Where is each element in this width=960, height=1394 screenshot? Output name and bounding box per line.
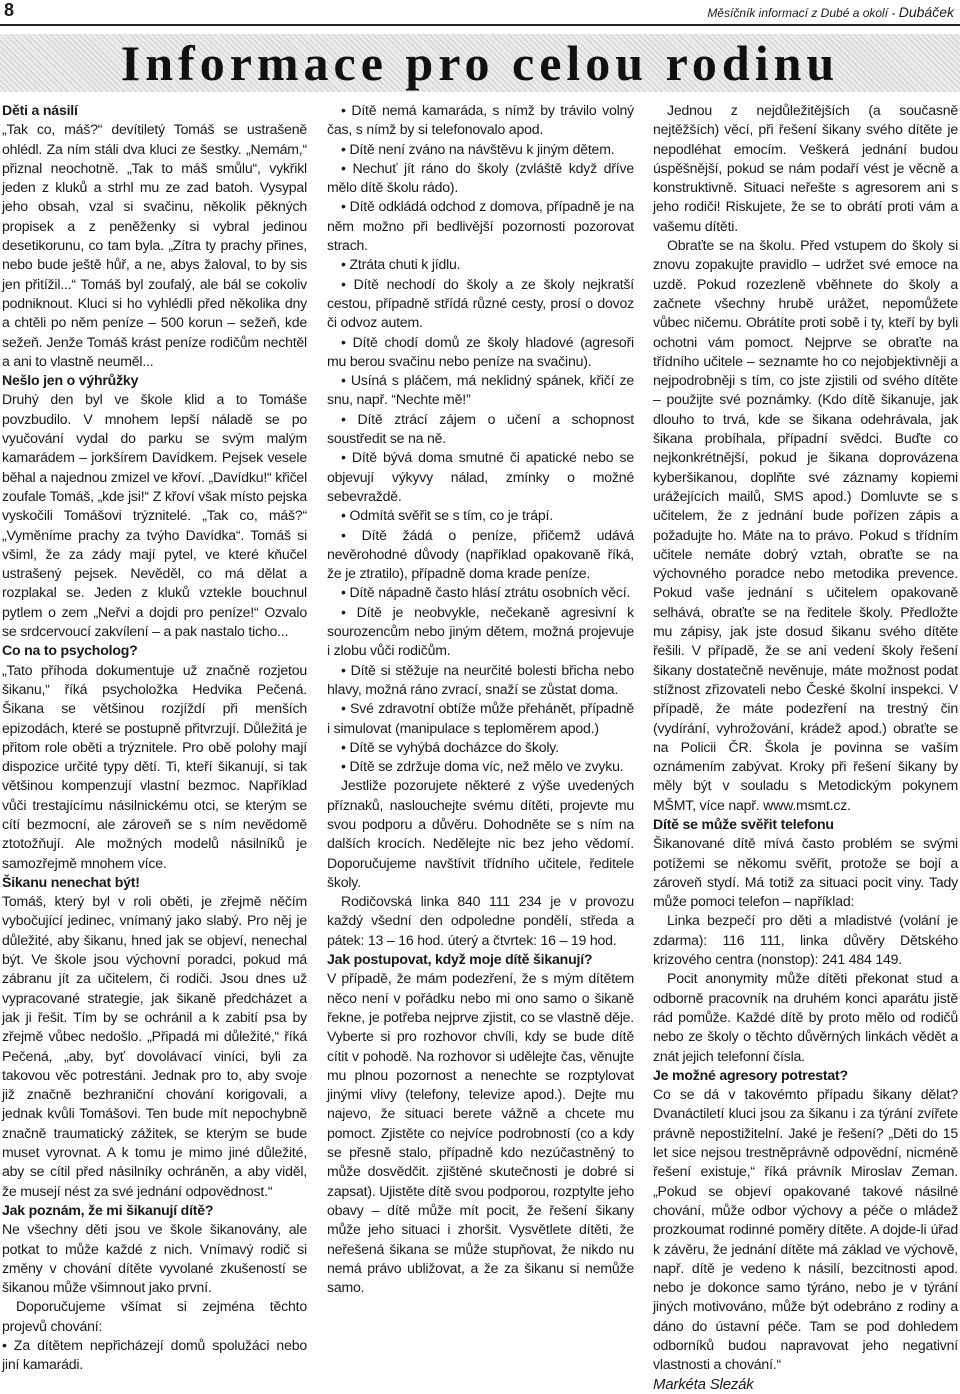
heading-jak-postupovat: Jak postupovat, když moje dítě šikanují?	[327, 951, 593, 968]
bullet-item: • Dítě se zdržuje doma víc, než mělo ve zvyku.	[341, 758, 624, 775]
bullet-item: • Dítě nápadně často hlásí ztrátu osobních věcí.	[341, 584, 631, 601]
column-3	[653, 101, 958, 1394]
bullet-item: • Své zdravotní obtíže může přehánět, případně i simulovat (manipulace s teploměrem apod.)	[327, 700, 634, 736]
paragraph: Pocit anonymity může dítěti překonat stud a odborně pracovník na druhém konci aparátu jistě rád pomůže. Každé dítě by proto mělo od rodičů nebo ze školy o těchto důvěrných linkách vědět a znát jejich telefonní čísla.	[653, 970, 958, 1064]
bullet-item: • Dítě žádá o peníze, přičemž udává nevěrohodné důvody (například opakovaně říká, že je ztratilo), případně doma krade peníze.	[327, 526, 634, 582]
paragraph: Jestliže pozorujete některé z výše uvedených příznaků, naslouchejte svému dítěti, projevte mu svou podporu a důvěru. Dohodněte se s ním na dalších krocích. Nedělejte nic bez jeho vědomí. Doporučujeme navštívit třídního učitele, ředitele školy.	[327, 777, 634, 890]
magazine-name: Měsíčník informací z Dubé a okolí - Dubáček	[707, 4, 954, 20]
bullet-item: • Za dítětem nepřicházejí domů spolužáci nebo jiní kamarádi.	[2, 1337, 307, 1373]
bullet-item: • Dítě nechodí do školy a ze školy nejkratší cestou, případně střídá různé cesty, prosí o dovoz či odvoz autem.	[327, 275, 634, 331]
heading-dite-se-muze-sverit: Dítě se může svěřit telefonu	[653, 815, 834, 832]
bullet-item: • Dítě není zváno na návštěvu k jiným dětem.	[341, 140, 615, 157]
author-signature: Markéta Slezák	[653, 1375, 754, 1393]
bullet-item: • Nechuť jít ráno do školy (zvláště když dříve mělo dítě školu rádo).	[327, 159, 634, 196]
paragraph: Šikanované dítě mívá často problém se svými potížemi se někomu svěřit, protože se bojí a zároveň stydí. Má totiž za situaci pocit viny. Tady může pomoci telefon – například:	[653, 835, 958, 910]
page-header	[0, 0, 960, 24]
paragraph: Jednou z nejdůležitějších (a současně nejtěžších) věcí, při řešení šikany svého dítěte je nepodléhat emocím. Veškerá jednání budou úspěšnější, pokud se nám podaří vést je věcně a konstruktivně. Situaci neřešte s agresorem ani s jeho rodiči! Riskujete, že se to obrátí proti vám a vašemu dítěti.	[653, 102, 958, 234]
paragraph: Tomáš, který byl v roli oběti, je zřejmě něčím vybočující jedinec, vnímaný jako slabý. Pro něj je důležité, aby šikanu, hned jak se objeví, nenechal být. Ve škole jsou výchovní poradci, pokud má zábranu jít za učitelem, či rodiči. Jsou dnes už vypracované strategie, jak šikaně předcházet a jak ji řešit. Tím by se ochránil a k zabití psa by zřejmě vůbec nedošlo. „Připadá mi důležité,“ říká Pečená, „aby, byť dovolávací viníci, byli za takovou věc potrestáni. Jednak pro to, aby svoje již značně bezhraniční chování korigovali, a jednak kvůli Tomášovi. Ten bude mít nepochybně značně traumatický zážitek, se kterým se bude muset vyrovnat. A k tomu je mimo jiné důležité, aby se cítil před násilníky ochráněn, a aby viděl, že musejí nést za své jednání odpovědnost.“	[2, 893, 307, 1199]
column-2	[327, 101, 634, 1297]
bullet-item: • Dítě odkládá odchod z domova, případně je na něm možno při bedlivější pozornosti pozorovat strach.	[327, 198, 634, 254]
bullet-item: • Dítě bývá doma smutné či apatické nebo se objevují výkyvy nálad, zmínky o možné sebevraždě.	[327, 449, 634, 504]
heading-je-mozne-agresory-potrestat: Je možné agresory potrestat?	[653, 1066, 848, 1083]
heading-sikanu-nenechat-byt: Šikanu nenechat být!	[2, 873, 140, 890]
column-1	[2, 101, 307, 1375]
bullet-item: • Dítě chodí domů ze školy hladové (agresoři mu berou svačinu nebo peníze na svačinu).	[327, 333, 634, 369]
page-title: Informace pro celou rodinu	[120, 35, 840, 91]
bullet-item: • Dítě se vyhýbá docházce do školy.	[341, 738, 559, 755]
paragraph: Co se dá v takovémto případu šikany dělat? Dvanáctiletí kluci jsou za šikanu i za týrání zvířete právně nepostižitelní. Jaké je řešení? „Děti do 15 let sice nejsou trestněprávně odpovědní, nicméně řešení existuje,“ říká právník Miroslav Zeman. „Pokud se objeví opakované takové násilné chování, může odbor výchovy a péče o mládež prozkoumat rodinné poměry dítěte. A dojde-li úřad k závěru, že jednání dítěte má základ ve výchově, např. dítě je vedeno k násilí, bezcitnosti apod. nebo je dokonce samo týráno, nebo je v týrání jiných motivováno, může být odebráno z rodiny a dáno do ústavní péče. Tam se pod dohledem odborníků budou napravovat jeho negativní vlastnosti a chování.“	[653, 1086, 958, 1373]
header-rule	[0, 24, 960, 26]
paragraph: Obraťte se na školu. Před vstupem do školy si znovu zopakujte pravidlo – udržet své emoce na uzdě. Pokud rozezleně vběhnete do školy a začnete všechny hrubě urážet, nepomůžete vůbec ničemu. Obrátíte proti sobě i ty, kteří by byli ochotni vám pomoct. Nejprve se obraťte na třídního učitele – seznamte ho co nejobjektivněji a nejpodrobněji s tím, co jste zjistili od svého dítěte – použijte své poznámky. (Kdo dítě šikanuje, jak dlouho to trvá, kde se šikana odehrávala, jak šikana probíhala, případní svědci. Buďte co nejkonkrétnější, pokud je šikana doprovázena kyberšikanou, doplňte své záznamy kopiemi urážejících mailů, SMS apod.) Domluvte se s učitelem, že z jednání bude pořízen zápis a požadujte ho. Máte na to právo. Pokud s třídním učitele nemáte dobrý vztah, obraťte se na výchovného poradce nebo metodika prevence. Pokud vaše jednání s učitelem opakovaně selhává, obraťte se na ředitele školy. Předložte mu zápisy, jak jste dosud šikanu svého dítěte řešili. V případě, že se ani vedení školy řešení šikany dostatečně nevěnuje, máte možnost podat stížnost zřizovateli nebo České školní inspekci. V případě, že máte podezření na trestný čin (vydírání, vyhrožování, krádež apod.) obraťte se na Policii ČR. Škola je povinna se vaším oznámením zabývat. Kroky při řešení šikany by měly být v souladu s Metodickým pokynem MŠMT, více např. www.msmt.cz.	[653, 237, 958, 813]
bullet-item: • Usíná s pláčem, má neklidný spánek, křičí ze snu, např. “Nechte mě!”	[327, 372, 634, 408]
bullet-item: • Ztráta chuti k jídlu.	[341, 256, 461, 273]
paragraph: „Tak co, máš?“ devítiletý Tomáš se ustrašeně ohlédl. Za ním stáli dva kluci ze šestky. „Nemám,“ přiznal neochotně. „Tak to máš smůlu“, vykřikl jeden z kluků a strhl mu ze zad batoh. Vysypal jeho obsah, vzal si svačinu, několik pěkných propisek a z peněženky si vybral jedinou desetikorunu, co tam byla. „Zítra ty prachy přines, nebo bude ještě hůř, a ne, abys žaloval, to by sis jen přitížil...“ Tomáš byl zoufalý, ale bál se cokoliv podniknout. Kluci si ho vyhlédli před několika dny a chtěli po něm peníze – 500 korun – sežeň, kde sežeň. Jenže Tomáš krást peníze rodičům nechtěl a ani to vlastně neuměl...	[2, 121, 307, 369]
bullet-item: • Dítě ztrácí zájem o učení a schopnost soustředit se na ně.	[327, 410, 634, 447]
paragraph: Rodičovská linka 840 111 234 je v provozu každý všední den odpoledne pondělí, středa a pátek: 13 – 16 hod. úterý a čtvrtek: 16 – 19 hod.	[327, 893, 634, 948]
paragraph: Ne všechny děti jsou ve škole šikanovány, ale potkat to může každé z nich. Vnímavý rodič si změny v chování dítěte vyvolané zkušeností se šikanou může všimnout jako první.	[2, 1221, 307, 1296]
paragraph: Druhý den byl ve škole klid a to Tomáše povzbudilo. V mnohem lepší náladě se po vyučování vydal do parku se svým malým kamarádem – jorkšírem Davídkem. Pejsek vesele běhal a najednou zmizel ve křoví. „Davídku!“ křičel zoufale Tomáš, „kde jsi!“ Z křoví však místo pejska vyskočili Tomášovi trýznitelé. „Tak co, máš?“ „Vyměníme prachy za tvýho Davídka“. Tomáš si všiml, že za zády mají pytel, ve které kňučel ustrašený pejsek. Nevěděl, co má dělat a rozplakal se. Jeden z kluků vztekle bouchnul pytlem o zem „Neřvi a dojdi pro peníze!“ Ozvalo se srdcervoucí zakvílení – a pak nastalo ticho...	[2, 391, 307, 640]
heading-jak-poznam: Jak poznám, že mi šikanují dítě?	[2, 1201, 214, 1218]
heading-deti-a-nasili: Děti a násilí	[2, 102, 78, 118]
paragraph: Linka bezpečí pro děti a mladistvé (volání je zdarma): 116 111, linka důvěry Dětského krizového centra (nonstop): 241 484 149.	[653, 912, 958, 968]
paragraph: Doporučujeme všímat si zejména těchto projevů chování:	[2, 1298, 307, 1334]
heading-co-na-to-psycholog: Co na to psycholog?	[2, 642, 138, 659]
paragraph: V případě, že mám podezření, že s mým dítětem něco není v pořádku nebo mi ono samo o šikaně řekne, je potřeba nejprve zjistit, co se vlastně děje. Vyberte si pro rozhovor chvíli, kdy se bude dítě cítit v pohodě. Na rozhovor si udělejte čas, věnujte mu plnou pozornost a nenechte se rozptylovat jinými vlivy (telefony, televize apod.). Dejte mu najevo, že situaci berete vážně a chcete mu pomoct. Zjistěte co nejvíce podrobností (co a kdy se přesně stalo, případně kdo nezúčastněný to může dosvědčit. zjištěné skutečnosti je dobré si zapsat). Ujistěte dítě svou podporou, rozptylte jeho obavy – dítě může mít pocit, že řešení šikany může jeho situaci i zhoršit. Vysvětlete dítěti, že neřešená šikana se může stupňovat, že nikdo nu nemá právo ubližovat, a že za šikanu si nemůže samo.	[327, 970, 634, 1296]
page-number: 8	[4, 0, 15, 20]
heading-neslo-jen-o-vyhruzky: Nešlo jen o výhrůžky	[2, 372, 139, 389]
paragraph: „Tato příhoda dokumentuje už značně rozjetou šikanu,“ říká psycholožka Hedvika Pečená. Šikana se většinou rozjíždí při menších epizodách, které se postupně přitvrzují. Důležitá je přitom role oběti a trýznitele. Pro obě polohy mají dispozice určité typy dětí. Ti, kteří šikanují, si tak většinou kompenzují vlastní bezmoc. Například vůči trestajícímu násilnickému otci, se kterým se cítí bezmocní, ale zároveň se s ním nevědomě ztotožňují. Ale možných modelů násilníků je samozřejmě mnohem více.	[2, 661, 307, 871]
bullet-item: • Dítě nemá kamaráda, s nímž by trávilo volný čas, s nímž by si telefonovalo apod.	[327, 102, 634, 138]
bullet-item: • Odmítá svěřit se s tím, co je trápí.	[341, 507, 553, 524]
magazine-brand: Dubáček	[898, 4, 954, 20]
bullet-item: • Dítě je neobvykle, nečekaně agresivní k sourozencům nebo jiným dětem, možná projevuje i zlobu vůči rodičům.	[327, 603, 634, 659]
bullet-item: • Dítě si stěžuje na neurčité bolesti břicha nebo hlavy, možná ráno zvrací, snaží se zůstat doma.	[327, 661, 634, 697]
